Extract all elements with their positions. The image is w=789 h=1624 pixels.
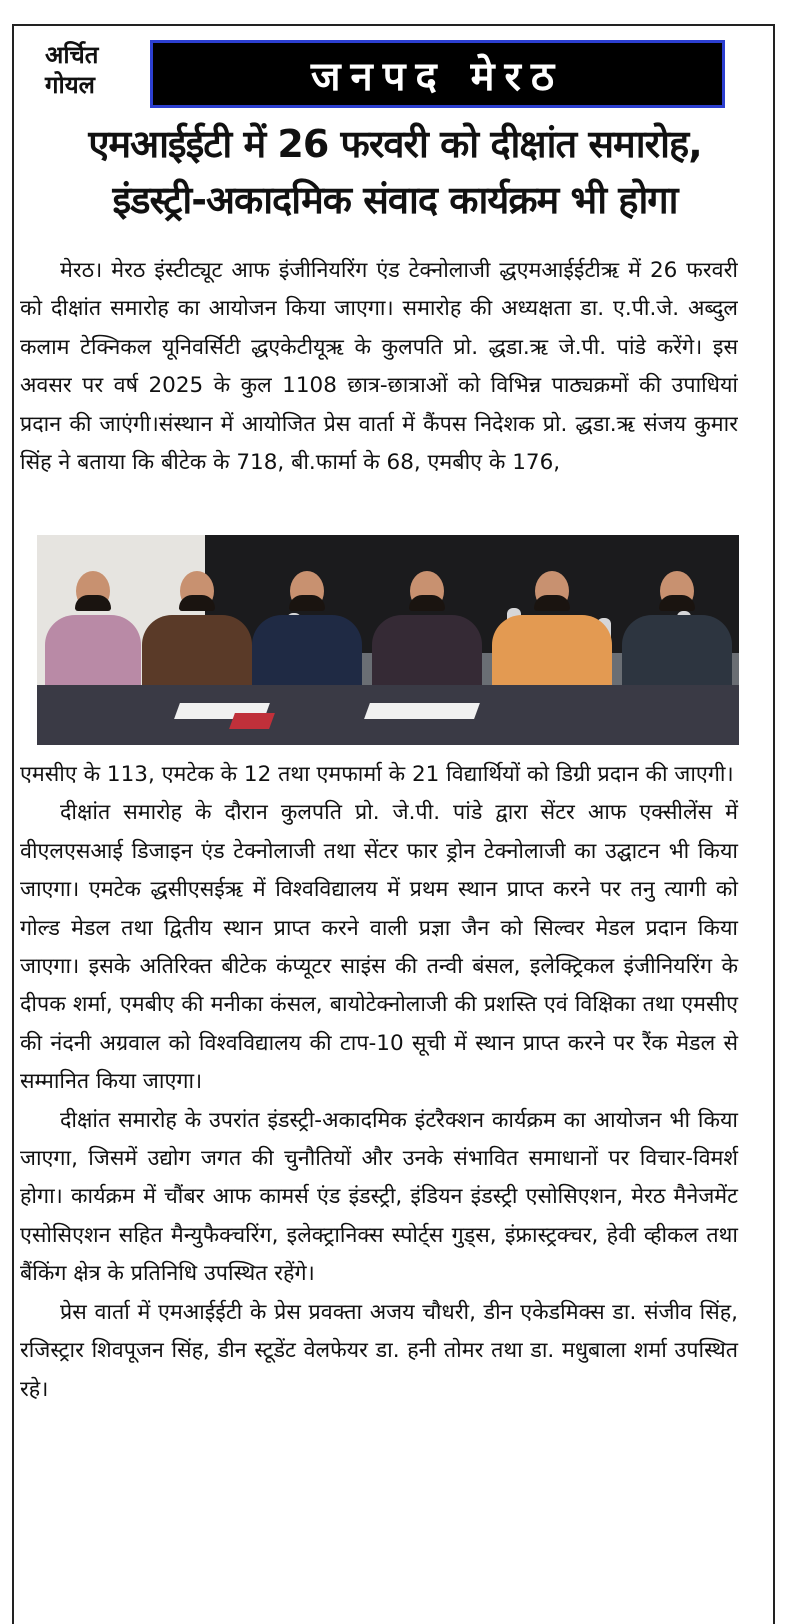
paragraph-4: प्रेस वार्ता में एमआईईटी के प्रेस प्रवक्ता अजय चौधरी, डीन एकेडमिक्स डा. संजीव सिंह, रजिस्ट्रार शिवपूजन सिंह, डीन स्टूडेंट वेलफेयर डा. हनी तोमर तथा डा. मधुबाला शर्मा उपस्थित रहे। <box>20 1299 738 1402</box>
paragraph-3: दीक्षांत समारोह के उपरांत इंडस्ट्री-अकादमिक इंटरैक्शन कार्यक्रम का आयोजन भी किया जाएगा, जिसमें उद्योग जगत की चुनौतियों और उनके संभावित समाधानों पर विचार-विमर्श होगा। कार्यक्रम में चौंबर आफ कामर्स एंड इंडस्ट्री, इंडियन इंडस्ट्री एसोसिएशन, मेरठ मैनेजमेंट एसोसिएशन सहित मैन्युफैक्चरिंग, इलेक्ट्रानिक्स स्पोर्ट्स गुड्स, इंफ्रास्ट्रक्चर, हेवी व्हीकल तथा बैंकिंग क्षेत्र के प्रतिनिधि उपस्थित रहेंगे। <box>20 1107 738 1287</box>
byline-first-name: अर्चित <box>45 41 99 69</box>
press-conference-photo <box>37 535 739 745</box>
paragraph-1-continued: एमसीए के 113, एमटेक के 12 तथा एमफार्मा के 21 विद्यार्थियों को डिग्री प्रदान की जाएगी। <box>20 762 734 787</box>
paragraph-2: दीक्षांत समारोह के दौरान कुलपति प्रो. जे.पी. पांडे द्वारा सेंटर आफ एक्सीलेंस में वीएलएसआई डिजाइन एंड टेक्नोलाजी तथा सेंटर फार ड्रोन टेक्नोलाजी का उद्घाटन भी किया जाएगा। एमटेक द्धसीएसईऋ में विश्वविद्यालय में प्रथम स्थान प्राप्त करने पर तनु त्यागी को गोल्ड मेडल तथा द्वितीय स्थान प्राप्त करने वाली प्रज्ञा जैन को सिल्वर मेडल प्रदान किया जाएगा। इसके अतिरिक्त बीटेक कंप्यूटर साइंस की तन्वी बंसल, इलेक्ट्रिकल इंजीनियरिंग के दीपक शर्मा, एमबीए की मनीका कंसल, बायोटेक्नोलाजी की प्रशस्ति एवं विक्षिका तथा एमसीए की नंदनी अग्रवाल को विश्वविद्यालय की टाप-10 सूची में स्थान प्राप्त करने पर रैंक मेडल से सम्मानित किया जाएगा। <box>20 800 738 1095</box>
section-title: जनपद मेरठ <box>310 53 565 100</box>
paragraph-1: मेरठ। मेरठ इंस्टीट्यूट आफ इंजीनियरिंग एंड टेक्नोलाजी द्धएमआईईटीऋ में 26 फरवरी को दीक्षांत समारोह का आयोजन किया जाएगा। समारोह की अध्यक्षता डा. ए.पी.जे. अब्दुल कलाम टेक्निकल यूनिवर्सिटी द्धएकेटीयूऋ के कुलपति प्रो. द्धडा.ऋ जे.पी. पांडे करेंगे। इस अवसर पर वर्ष 2025 के कुल 1108 छात्र-छात्राओं को विभिन्न पाठ्यक्रमों की उपाधियां प्रदान की जाएंगी।संस्थान में आयोजित प्रेस वार्ता में कैंपस निदेशक प्रो. द्धडा.ऋ संजय कुमार सिंह ने बताया कि बीटेक के 718, बी.फार्मा के 68, एमबीए के 176, <box>20 258 738 476</box>
article-body <box>20 756 738 1409</box>
section-banner <box>150 40 725 108</box>
headline-line-1: एमआईईटी में 26 फरवरी को दीक्षांत समारोह, <box>88 122 702 166</box>
byline-last-name: गोयल <box>45 71 95 99</box>
headline <box>20 116 770 228</box>
headline-line-2: इंडस्ट्री-अकादमिक संवाद कार्यक्रम भी होगा <box>112 178 678 222</box>
article-intro <box>20 252 738 522</box>
author-byline <box>45 40 98 100</box>
